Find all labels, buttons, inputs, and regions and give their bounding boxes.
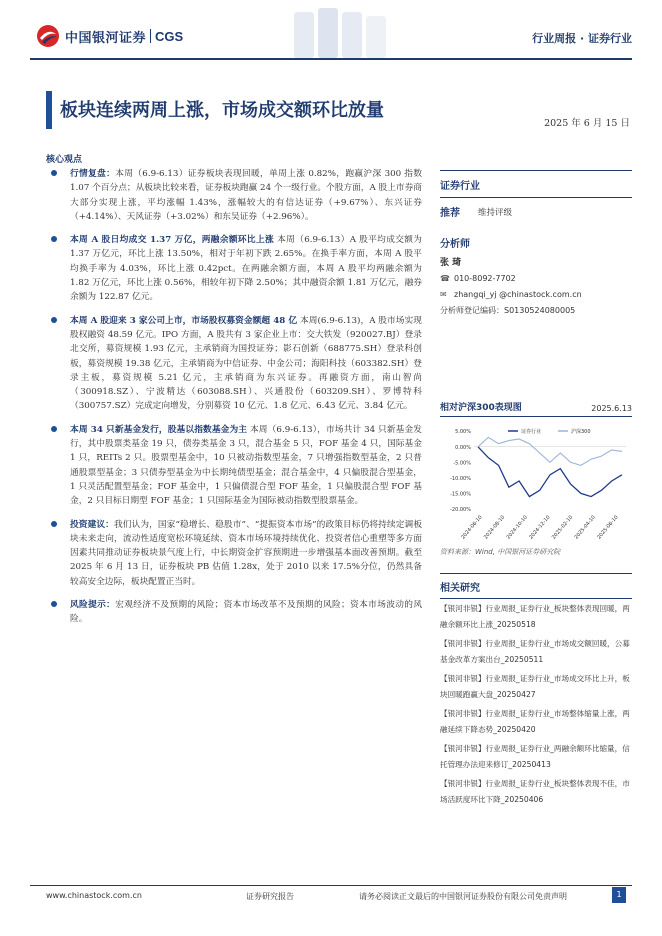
bullet-text	[70, 598, 422, 627]
x-tick-label: 2024-06-10	[460, 514, 484, 541]
related-item[interactable]: 【银河非银】行业周报_证券行业_板块整体表现回暖，两融余额环比上涨_20250518	[440, 604, 630, 629]
logo-name: 中国银河证券	[65, 30, 147, 46]
analyst-email[interactable]: zhangqi_yj @chinastock.com.cn	[454, 290, 582, 299]
logo-separator	[150, 29, 151, 43]
chart-title: 相对沪深300表现图	[440, 403, 522, 413]
sector-name: 证券行业	[440, 181, 480, 192]
title-accent-bar	[46, 91, 52, 129]
legend-label: 沪深300	[571, 429, 591, 435]
related-item[interactable]: 【银河非银】行业周报_证券行业_板块整体表现不佳，市场活跃度环比下降_20250406	[440, 779, 630, 804]
y-tick-label: -15.00%	[450, 491, 471, 498]
email-icon: ✉	[440, 290, 447, 299]
bullet-item	[46, 314, 422, 414]
phone-icon: ☎	[440, 274, 450, 283]
report-date: 2025 年 6 月 15 日	[544, 118, 630, 129]
rating-key: 推荐	[440, 208, 460, 219]
page-number: 1	[612, 887, 626, 903]
bullet-item	[46, 423, 422, 509]
x-tick-label: 2025-04-10	[573, 514, 597, 541]
y-tick-label: 5.00%	[455, 429, 471, 436]
chart-source: 资料来源：Wind, 中国银河证券研究院	[440, 548, 561, 556]
core-view-list	[46, 167, 422, 636]
bullet-heading: 本周 A 股日均成交 1.37 万亿，两融余额环比上涨	[70, 235, 275, 246]
company-logo	[36, 24, 183, 48]
header-divider	[30, 58, 632, 60]
bullet-icon	[51, 170, 57, 176]
bullet-body: 本周（6.9-6.13）证券板块表现回暖，单周上涨 0.82%，跑赢沪深 300 指数 1.07 个百分点；从板块比较来看，证券板块跑赢 24 个一级行业。个股方面，A 股上市券商大部分实现上涨，平均涨幅 1.43%，涨幅较大的有信达证券（+9.67%）、东兴证券（+4.14%）、天风证券（+3.02%）和东吴证券（+2.96%）。	[70, 169, 423, 222]
bullet-heading: 投资建议：	[70, 519, 114, 530]
bullet-body: 宏观经济不及预期的风险；资本市场改革不及预期的风险；资本市场波动的风险。	[70, 600, 423, 625]
bullet-heading: 风险提示：	[70, 600, 116, 611]
x-tick-label: 2024-10-10	[505, 514, 529, 541]
related-research	[440, 573, 632, 809]
bullet-text	[70, 423, 422, 509]
related-item[interactable]: 【银河非银】行业周报_证券行业_市场成交额回暖，公募基金改革方案出台_20250511	[440, 639, 630, 664]
registration-row	[440, 303, 632, 319]
series-line	[478, 447, 622, 497]
chart-svg	[440, 417, 632, 545]
analyst-phone: 010-8092-7702	[454, 274, 516, 283]
bullet-icon	[51, 317, 57, 323]
related-item[interactable]: 【银河非银】行业周报_证券行业_市场整体缩量上涨，两融延续下降态势_20250420	[440, 709, 630, 734]
bullet-item	[46, 233, 422, 304]
series-line	[478, 437, 622, 465]
rating-row	[440, 198, 632, 225]
related-heading: 相关研究	[440, 583, 480, 594]
footer-divider	[30, 885, 632, 886]
related-item[interactable]: 【银河非银】行业周报_证券行业_市场成交环比上升，板块回暖跑赢大盘_20250427	[440, 674, 630, 699]
footer-website[interactable]: www.chinastock.com.cn	[46, 891, 142, 900]
bullet-item	[46, 167, 422, 224]
sidebar	[440, 170, 632, 319]
logo-icon	[36, 24, 60, 48]
footer-disclaimer: 请务必阅读正文最后的中国银河证券股份有限公司免责声明	[359, 892, 567, 901]
analyst-heading: 分析师	[440, 239, 470, 250]
x-tick-label: 2025-02-10	[550, 514, 575, 541]
phone-row	[440, 271, 632, 287]
x-tick-label: 2024-12-10	[528, 514, 552, 541]
x-tick-label: 2024-08-10	[482, 514, 507, 541]
bullet-icon	[51, 236, 57, 242]
x-tick-label: 2025-06-10	[596, 514, 620, 541]
report-title: 板块连续两周上涨，市场成交额环比放量	[60, 100, 384, 121]
core-view-label: 核心观点	[46, 155, 83, 165]
bullet-text	[70, 314, 422, 414]
related-item[interactable]: 【银河非银】行业周报_证券行业_两融余额环比缩量，信托管理办法迎来修订_20250413	[440, 744, 630, 769]
bullet-body: 本周（6.9-6.13）A 股平均成交额为 1.37 万亿元，环比上涨 13.50%，相对于年初下跌 2.65%。在换手率方面，本周 A 股平均换手率为 4.03%，环比上涨 0.42pct。在两融余额方面，本周 A 股平均两融余额为 1.82 万亿元，环比上涨 0.56%，相较年初下降 2.50%；其中融资余额 1.81 万亿元，融券余额为 122.87 亿元。	[70, 235, 422, 303]
watermark-graphic	[292, 6, 388, 60]
y-tick-label: -10.00%	[450, 475, 471, 482]
bullet-item	[46, 598, 422, 627]
footer-report-type: 证券研究报告	[246, 892, 294, 901]
analyst-registration: 分析师登记编码：S0130524080005	[440, 306, 576, 315]
rating-value: 维持评级	[478, 207, 513, 218]
email-row	[440, 287, 632, 303]
analyst-name: 张 琦	[440, 258, 462, 268]
bullet-text	[70, 167, 422, 224]
chart-date: 2025.6.13	[591, 404, 632, 413]
page-header	[0, 0, 662, 62]
bullet-body: 本周（6.9-6.13），市场共计 34 只新基金发行，其中股票类基金 19 只，债券类基金 3 只，混合基金 5 只，FOF 基金 4 只，国际基金 1 只，REITs 2 只。股票型基金中，10 只被动指数型基金，7 只增强指数型基金，2 只普通股票型基金；3 只债券型基金为中长期纯债型基金；混合基金中，4 只偏股混合型基金，1 只灵活配置型基金；FOF 基金中，1 只偏债混合型 FOF 基金，1 只偏股混合型 FOF 基金，2 只目标日期型 FOF 基金；1 只国际基金为国际被动指数型股票基金。	[70, 424, 422, 507]
bullet-icon	[51, 426, 57, 432]
logo-cgs: CGS	[155, 28, 184, 44]
bullet-icon	[51, 601, 57, 607]
chart-header	[440, 400, 632, 416]
y-tick-label: -5.00%	[453, 460, 471, 467]
bullet-heading: 本周 A 股迎来 3 家公司上市，市场股权募资金额超 48 亿	[70, 315, 298, 326]
bullet-body: 本周(6.9-6.13)，A 股市场实现股权融资 48.59 亿元。IPO 方面，A 股共有 3 家企业上市：交大铁发（920027.BJ）登录北交所，募资规模 1.93 亿元，主承销商为国投证券；影石创新（688775.SH）登录科创板，募资规模 19.38 亿元，主承销商为中信证券、中金公司；海阳科技（603382.SH）登录主板，募资规模 5.21 亿元，主承销商为东兴证券。再融资方面，南山智尚（300918.SZ）、宁波精达（603088.SH）、兴通股份（603209.SH）、罗博特科（300757.SZ）完成定向增发，分别募资 10 亿元、1.8 亿元、6.43 亿元、3.84 亿元。	[70, 315, 422, 412]
bullet-heading: 本周 34 只新基金发行，股基以指数基金为主	[70, 424, 248, 435]
report-type: 行业周报 · 证券行业	[532, 32, 632, 45]
relative-performance-chart	[440, 400, 632, 557]
bullet-text	[70, 518, 422, 589]
bullet-icon	[51, 521, 57, 527]
bullet-heading: 行情复盘：	[70, 169, 116, 179]
bullet-text	[70, 233, 422, 304]
y-tick-label: 0.00%	[455, 444, 471, 451]
bullet-item	[46, 518, 422, 589]
bullet-body: 我们认为，国家“稳增长、稳股市”、“提振资本市场”的政策目标仍将持续定调板块未来走向，流动性适度宽松环境延续、资本市场环境持续优化、投资者信心重塑等多方面因素共同推动证券板块景气度上行，中长期资金扩容预期进一步增强基本面改善预期。截至 2025 年 6 月 13 日，证券板块 PB 估值 1.28x，处于 2010 以来 17.5%分位，仍然具备较高安全边际，板块配置正当时。	[70, 519, 423, 587]
y-tick-label: -20.00%	[450, 507, 471, 513]
legend-label: 证券行业	[521, 429, 542, 435]
